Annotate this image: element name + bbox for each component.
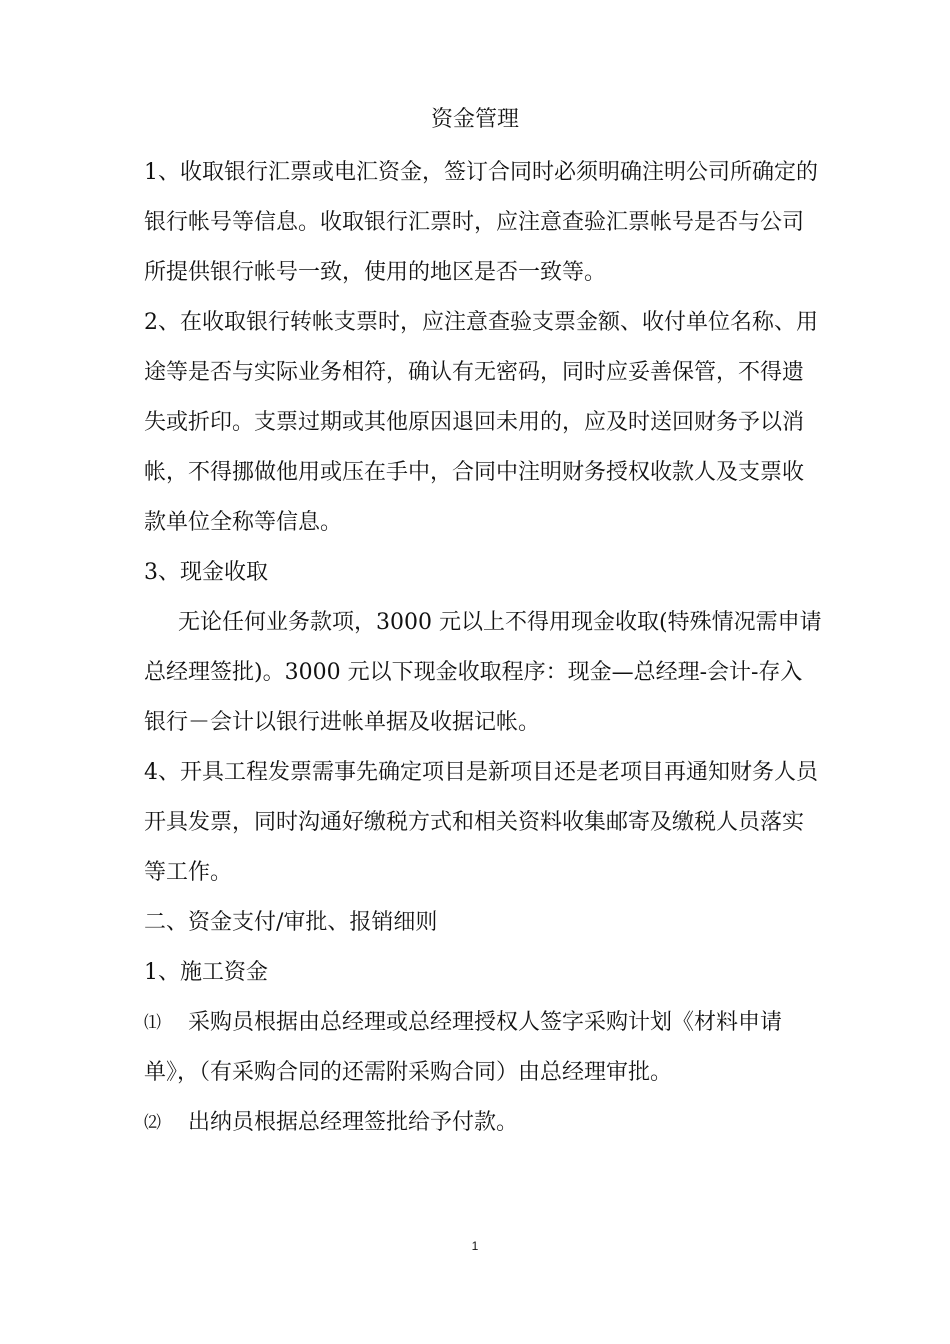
page-title: 资金管理 <box>430 107 519 132</box>
item-number: ⑵ <box>144 1113 161 1133</box>
document-body <box>144 148 824 1148</box>
paragraph-2: 2、在收取银行转帐支票时，应注意查验支票金额、收付单位名称、用途等是否与实际业务相符，确认有无密码，同时应妥善保管，不得遗失或折印。支票过期或其他原因退回未用的，应及时送回财务予以消帐，不得挪做他用或压在手中，合同中注明财务授权收款人及支票收款单位全称等信息。 <box>144 310 818 535</box>
item-number: ⑴ <box>144 1013 161 1033</box>
subsection-heading-construction: 1、施工资金 <box>144 960 268 985</box>
page-number: 1 <box>471 1239 479 1253</box>
list-item <box>144 998 824 1048</box>
section-heading-cash: 3、现金收取 <box>144 560 268 585</box>
item-text: 出纳员根据总经理签批给予付款。 <box>188 1110 519 1135</box>
item-text: 采购员根据由总经理或总经理授权人签字采购计划《材料申请 <box>188 1010 783 1035</box>
paragraph-1: 1、收取银行汇票或电汇资金，签订合同时必须明确注明公司所确定的银行帐号等信息。收取银行汇票时，应注意查验汇票帐号是否与公司所提供银行帐号一致，使用的地区是否一致等。 <box>144 160 818 285</box>
list-item <box>144 1098 824 1148</box>
paragraph-4: 4、开具工程发票需事先确定项目是新项目还是老项目再通知财务人员开具发票，同时沟通好缴税方式和相关资料收集邮寄及缴税人员落实等工作。 <box>144 760 818 885</box>
section-heading-payment: 二、资金支付/审批、报销细则 <box>144 910 438 935</box>
item-continuation: 单》，（有采购合同的还需附采购合同）由总经理审批。 <box>144 1060 673 1085</box>
paragraph-cash: 无论任何业务款项，3000 元以上不得用现金收取(特殊情况需申请总经理签批)。3000 元以下现金收取程序：现金—总经理-会计-存入银行－会计以银行进帐单据及收据记帐。 <box>144 610 822 735</box>
